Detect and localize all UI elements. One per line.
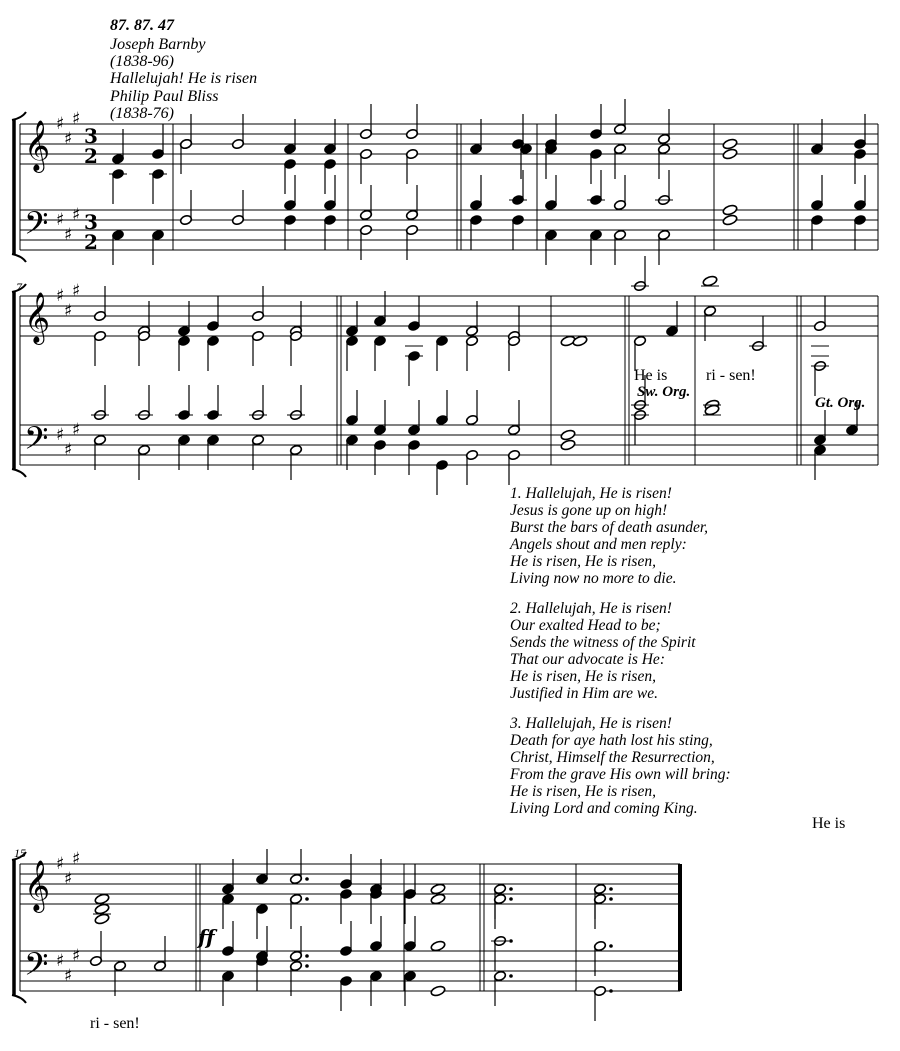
verse-line: Living Lord and coming King. [510, 800, 698, 817]
sharp-icon: ♯ [56, 951, 65, 971]
bracket-hook [12, 284, 26, 292]
verse-line: That our advocate is He: [510, 651, 665, 668]
verse-line: Death for aye hath lost his sting, [510, 732, 713, 749]
bracket-hook [12, 469, 26, 477]
note-head [430, 940, 446, 952]
time-signature-bottom: 2 [84, 144, 98, 168]
lyric-he-is-1: He is [634, 367, 668, 384]
bracket-hook [12, 852, 26, 860]
sharp-icon: ♯ [56, 114, 65, 134]
verse-line: Angels shout and men reply: [510, 536, 687, 553]
note-head [722, 148, 738, 160]
lyric-risen-2: ri - sen! [90, 1015, 140, 1032]
time-signature-top: 3 [84, 124, 98, 148]
note-head [430, 883, 446, 895]
note-dot [609, 944, 613, 948]
author-name: Philip Paul Bliss [110, 88, 219, 105]
note-dot [305, 877, 309, 881]
treble-clef-icon: 𝄞 [24, 860, 51, 911]
sharp-icon: ♯ [64, 966, 73, 986]
swell-organ-mark: Sw. Org. [637, 384, 691, 400]
verse-line: 1. Hallelujah, He is risen! [510, 485, 672, 502]
note-head [722, 214, 738, 226]
note-dot [509, 897, 513, 901]
note-dot [509, 939, 513, 943]
note-dot [305, 954, 309, 958]
note-dot [609, 897, 613, 901]
sharp-icon: ♯ [64, 129, 73, 149]
sharp-icon: ♯ [72, 109, 81, 129]
note-head [430, 985, 446, 997]
sharp-icon: ♯ [56, 210, 65, 230]
note-dot [305, 897, 309, 901]
note-dot [509, 887, 513, 891]
note-dot [305, 964, 309, 968]
note-head [722, 204, 738, 216]
bass-clef-icon: 𝄢 [24, 205, 49, 249]
note-head [572, 335, 588, 347]
bass-clef-icon: 𝄢 [24, 946, 49, 990]
sharp-icon: ♯ [64, 869, 73, 889]
composer-name: Joseph Barnby [110, 36, 206, 53]
sharp-icon: ♯ [64, 301, 73, 321]
measure-number-15: 15 [14, 846, 26, 860]
measure-number-7: 7 [16, 280, 22, 294]
sharp-icon: ♯ [56, 425, 65, 445]
sharp-icon: ♯ [72, 205, 81, 225]
bass-clef-icon: 𝄢 [24, 420, 49, 464]
bracket-hook [12, 254, 26, 262]
verse-line: 2. Hallelujah, He is risen! [510, 600, 672, 617]
verse-line: He is risen, He is risen, [510, 553, 656, 570]
note-head [560, 429, 576, 441]
verse-line: Our exalted Head to be; [510, 617, 661, 634]
lyric-risen-1: ri - sen! [706, 367, 756, 384]
verse-line: 3. Hallelujah, He is risen! [510, 715, 672, 732]
note-head [702, 275, 718, 287]
dynamic-marking: ff [198, 925, 215, 949]
sharp-icon: ♯ [72, 849, 81, 869]
time-signature-bottom: 2 [84, 230, 98, 254]
sharp-icon: ♯ [72, 946, 81, 966]
verse-line: He is risen, He is risen, [510, 668, 656, 685]
composer-dates: (1838-96) [110, 53, 174, 70]
verse-line: Burst the bars of death asunder, [510, 519, 709, 536]
sharp-icon: ♯ [56, 854, 65, 874]
author-dates: (1838-76) [110, 105, 174, 122]
note-dot [509, 974, 513, 978]
note-head [94, 893, 110, 905]
treble-clef-icon: 𝄞 [24, 120, 51, 171]
note-head [560, 439, 576, 451]
bracket-hook [12, 995, 26, 1003]
note-head [430, 893, 446, 905]
verse-line: He is risen, He is risen, [510, 783, 656, 800]
sharp-icon: ♯ [56, 286, 65, 306]
bracket-hook [12, 112, 26, 120]
sharp-icon: ♯ [72, 281, 81, 301]
sharp-icon: ♯ [64, 225, 73, 245]
hymn-meter: 87. 87. 47 [110, 17, 174, 34]
verse-line: Jesus is gone up on high! [510, 502, 668, 519]
tune-title: Hallelujah! He is risen [110, 70, 258, 87]
great-organ-mark: Gt. Org. [815, 395, 866, 411]
verse-line: Justified in Him are we. [510, 685, 658, 702]
note-dot [609, 989, 613, 993]
sharp-icon: ♯ [64, 440, 73, 460]
verse-line: Sends the witness of the Spirit [510, 634, 696, 651]
sharp-icon: ♯ [72, 420, 81, 440]
treble-clef-icon: 𝄞 [24, 292, 51, 343]
verse-line: Living now no more to die. [510, 570, 677, 587]
note-head [94, 913, 110, 925]
note-head [722, 138, 738, 150]
verse-line: Christ, Himself the Resurrection, [510, 749, 715, 766]
lyric-he-is-2: He is [812, 815, 846, 832]
note-head [94, 903, 110, 915]
verse-line: From the grave His own will bring: [510, 766, 731, 783]
note-dot [609, 887, 613, 891]
time-signature-top: 3 [84, 210, 98, 234]
